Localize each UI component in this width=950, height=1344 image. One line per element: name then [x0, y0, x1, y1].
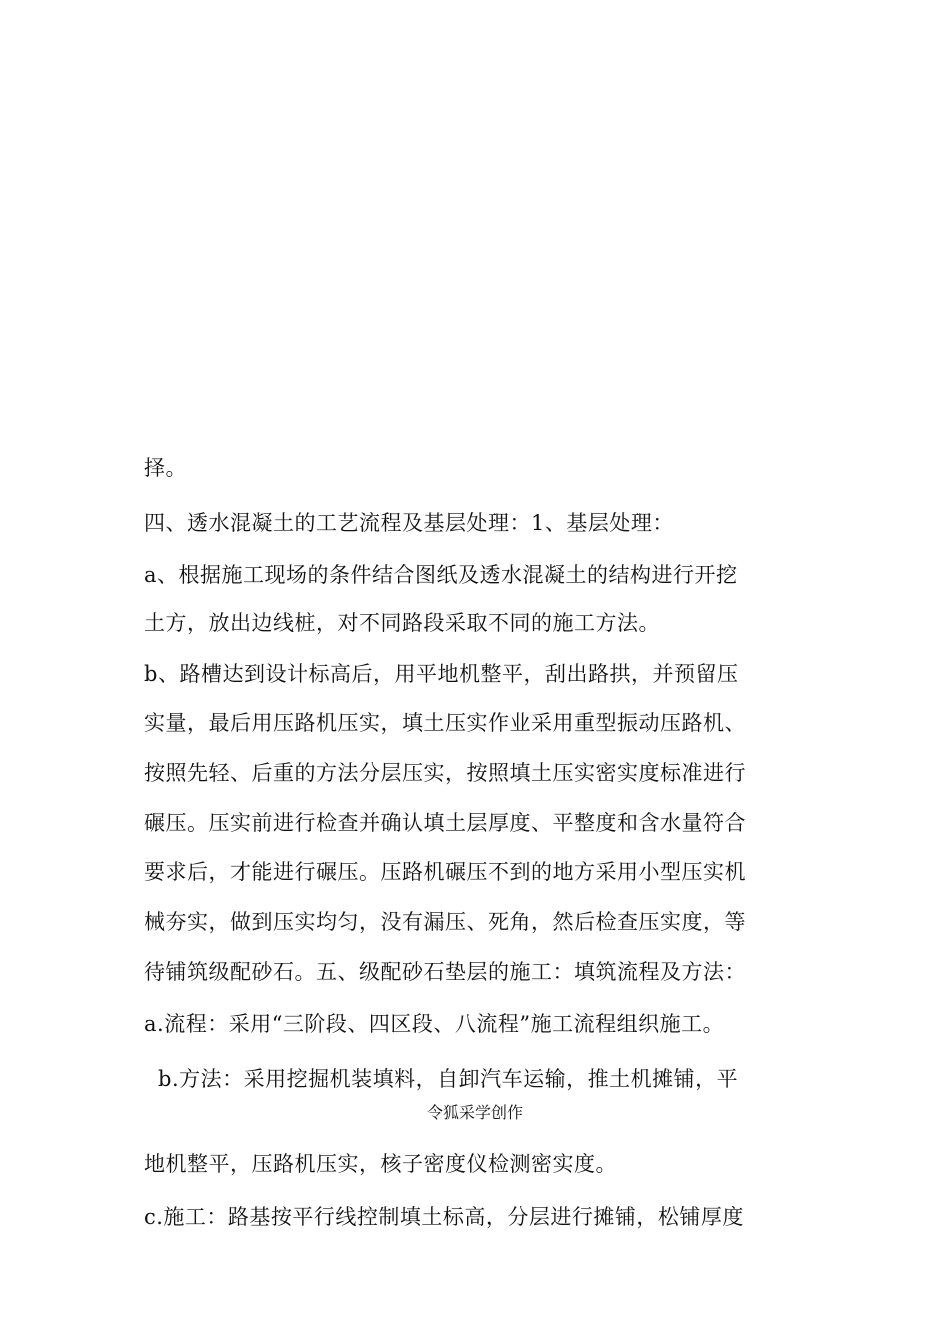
text-line: 择。 [144, 456, 187, 480]
text-line: 待铺筑级配砂石。五、级配砂石垫层的施工：填筑流程及方法： [144, 960, 746, 984]
text-line: 地机整平，压路机压实，核子密度仪检测密实度。 [144, 1152, 617, 1176]
text-line: 土方，放出边线桩，对不同路段采取不同的施工方法。 [144, 611, 660, 635]
text-line: a.流程：采用“三阶段、四区段、八流程”施工流程组织施工。 [144, 1012, 725, 1036]
text-line: 四、透水混凝土的工艺流程及基层处理：1、基层处理： [144, 511, 674, 535]
text-line: 实量，最后用压路机压实，填土压实作业采用重型振动压路机、 [144, 711, 746, 735]
text-line: b.方法：采用挖掘机装填料，自卸汽车运输，推土机摊铺，平 [158, 1067, 739, 1091]
text-line: a、根据施工现场的条件结合图纸及透水混凝土的结构进行开挖 [144, 563, 738, 587]
footer-watermark-text: 令狐采学创作 [426, 1103, 523, 1122]
text-line: 按照先轻、后重的方法分层压实，按照填土压实密实度标准进行 [144, 761, 746, 785]
text-line: b、路槽达到设计标高后，用平地机整平，刮出路拱，并预留压 [144, 662, 739, 686]
text-line: c.施工：路基按平行线控制填土标高，分层进行摊铺，松铺厚度 [144, 1205, 744, 1229]
text-line: 要求后，才能进行碾压。压路机碾压不到的地方采用小型压实机 [144, 860, 746, 884]
text-line: 碾压。压实前进行检查并确认填土层厚度、平整度和含水量符合 [144, 811, 746, 835]
text-line: 械夯实，做到压实均匀，没有漏压、死角，然后检查压实度，等 [144, 910, 746, 934]
